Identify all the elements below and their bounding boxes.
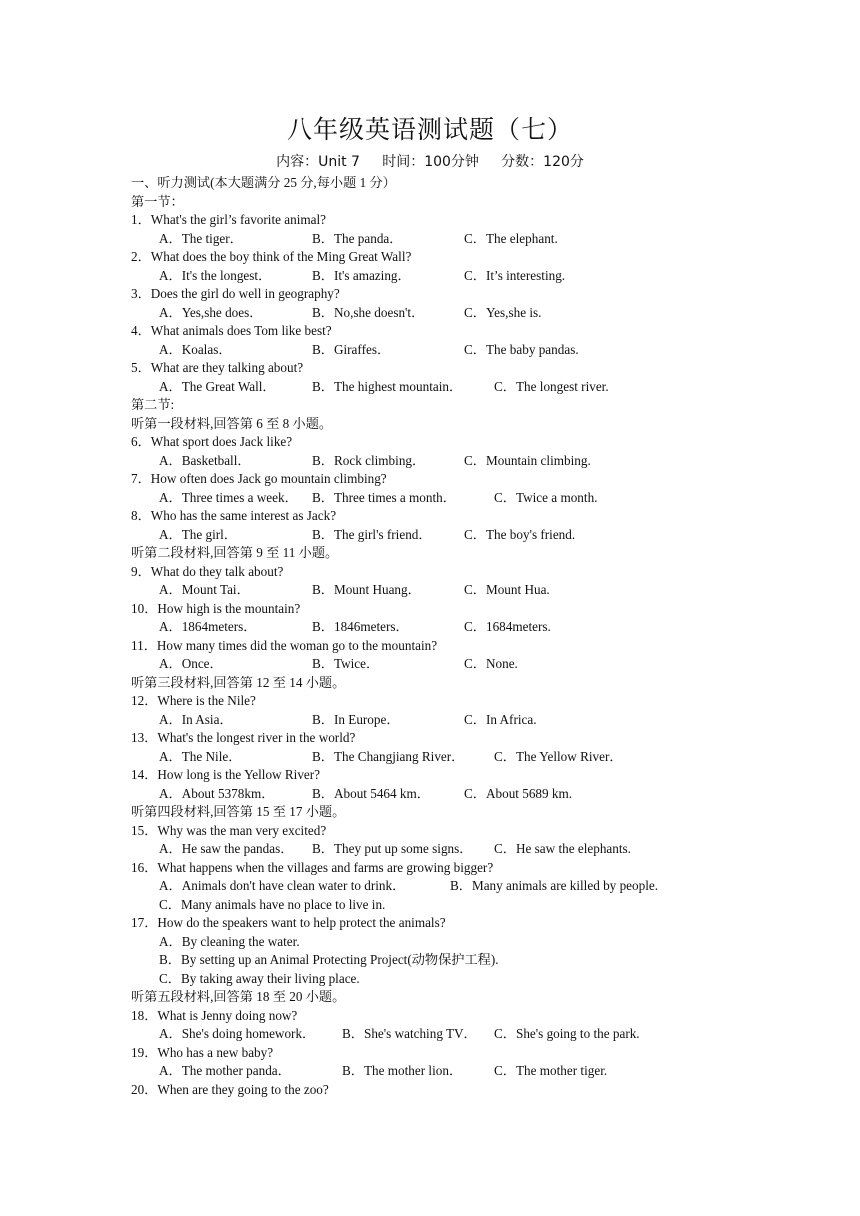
answer-options — [131, 840, 831, 859]
section-heading: 听第三段材料,回答第 12 至 14 小题。 — [131, 674, 346, 690]
question: 7．How often does Jack go mountain climbing? — [131, 471, 387, 486]
answer-options — [131, 785, 831, 804]
answer-option: A．The Nile． — [159, 748, 242, 764]
question: 18．What is Jenny doing now? — [131, 1007, 298, 1023]
answer-option: B．It's amazing． — [312, 267, 411, 283]
question: 17．How do the speakers want to help protect the animals? — [131, 915, 446, 930]
answer-option: C．About 5689 km. — [464, 785, 573, 801]
question-list — [131, 174, 831, 1099]
answer-option: A．He saw the pandas． — [159, 841, 294, 856]
question: 10．How high is the mountain? — [131, 600, 301, 616]
question: 12．Where is the Nile? — [131, 693, 256, 708]
question: 4．What animals does Tom like best? — [131, 323, 332, 338]
answer-options — [131, 748, 831, 767]
section-heading: 听第四段材料,回答第 15 至 17 小题。 — [131, 804, 346, 819]
answer-option: A．The mother panda． — [159, 1063, 291, 1078]
answer-option: C．He saw the elephants. — [494, 841, 631, 856]
answer-option: B．In Europe． — [312, 711, 400, 727]
answer-option: B．The highest mountain． — [312, 378, 463, 394]
section-heading: 一、听力测试(本大题满分 25 分,每小题 1 分） — [131, 175, 396, 190]
answer-option: C．In Africa. — [464, 711, 537, 727]
answer-option: C．The mother tiger. — [494, 1063, 608, 1078]
answer-option: C．By taking away their living place. — [159, 970, 360, 986]
answer-option: A．Mount Tai． — [159, 582, 250, 597]
question: 13．What's the longest river in the world? — [131, 730, 356, 745]
answer-options — [131, 581, 831, 600]
answer-option: C．The longest river. — [494, 378, 609, 394]
answer-option: A．Basketball． — [159, 452, 251, 468]
question: 20．When are they going to the zoo? — [131, 1081, 329, 1097]
answer-option: B．About 5464 km． — [312, 785, 430, 801]
exam-info: 内容：Unit 7 时间：100分钟 分数：120分 — [276, 154, 584, 170]
answer-options — [131, 489, 831, 508]
answer-option: B．The panda． — [312, 230, 403, 246]
answer-options — [131, 877, 831, 896]
question: 9．What do they talk about? — [131, 563, 284, 579]
answer-option: B．No,she doesn't． — [312, 304, 425, 320]
section-heading: 第二节: — [131, 397, 175, 412]
answer-option: B．1846meters． — [312, 619, 409, 634]
answer-option: C．1684meters. — [464, 619, 551, 634]
answer-option: C．It’s interesting. — [464, 267, 566, 283]
answer-options — [131, 304, 831, 323]
section-heading: 听第五段材料,回答第 18 至 20 小题。 — [131, 989, 346, 1004]
answer-options — [131, 267, 831, 286]
answer-options — [131, 896, 831, 915]
answer-option: A．She's doing homework． — [159, 1026, 316, 1041]
answer-option: A．By cleaning the water. — [159, 933, 300, 949]
question: 11．How many times did the woman go to the mountain? — [131, 637, 438, 653]
answer-option: B．They put up some signs． — [312, 841, 473, 856]
answer-options — [131, 711, 831, 730]
answer-options — [131, 618, 831, 637]
answer-options — [131, 526, 831, 545]
answer-option: C．The boy's friend. — [464, 526, 576, 542]
section-heading: 听第二段材料,回答第 9 至 11 小题。 — [131, 545, 339, 560]
answer-option: A．The Great Wall． — [159, 378, 276, 394]
answer-option: B．The girl's friend． — [312, 526, 432, 542]
question: 6．What sport does Jack like? — [131, 434, 293, 449]
answer-option: C．Many animals have no place to live in. — [159, 896, 386, 912]
answer-option: A．Once． — [159, 656, 223, 671]
answer-option: A．Three times a week． — [159, 489, 298, 505]
answer-option: A．The girl． — [159, 526, 238, 542]
answer-option: A．It's the longest． — [159, 267, 272, 283]
answer-options — [131, 951, 831, 970]
question: 3．Does the girl do well in geography? — [131, 286, 340, 301]
answer-option: C．Mount Hua. — [464, 582, 550, 597]
question: 14．How long is the Yellow River? — [131, 767, 321, 782]
question: 5．What are they talking about? — [131, 360, 304, 375]
question: 2．What does the boy think of the Ming Great Wall? — [131, 249, 412, 264]
answer-option: B．Many animals are killed by people. — [450, 878, 659, 893]
answer-option: B．The Changjiang River． — [312, 748, 465, 764]
answer-option: B．Giraffes． — [312, 341, 391, 357]
answer-option: C．The Yellow River． — [494, 748, 623, 764]
answer-option: C．Mountain climbing. — [464, 452, 591, 468]
section-heading: 听第一段材料,回答第 6 至 8 小题。 — [131, 415, 333, 431]
answer-option: A．1864meters． — [159, 619, 257, 634]
question: 16．What happens when the villages and farms are growing bigger? — [131, 859, 494, 875]
answer-options — [131, 933, 831, 952]
answer-option: A．Animals don't have clean water to drink． — [159, 878, 406, 893]
answer-option: B．Mount Huang． — [312, 582, 421, 597]
answer-option: A．In Asia． — [159, 711, 233, 727]
answer-option: A．The tiger． — [159, 230, 243, 246]
answer-option: C．None. — [464, 656, 518, 671]
answer-option: B．She's watching TV． — [342, 1026, 477, 1041]
answer-options — [131, 970, 831, 989]
question: 19．Who has a new baby? — [131, 1044, 274, 1060]
answer-option: A．Yes,she does． — [159, 304, 263, 320]
answer-options — [131, 230, 831, 249]
answer-option: B．The mother lion． — [342, 1063, 463, 1078]
answer-option: C．The baby pandas. — [464, 341, 579, 357]
page-title: 八年级英语测试题（七） — [286, 115, 573, 144]
answer-option: B．Twice． — [312, 656, 380, 671]
question: 1．What's the girl’s favorite animal? — [131, 212, 326, 227]
answer-options — [131, 655, 831, 674]
question: 8．Who has the same interest as Jack? — [131, 508, 337, 523]
answer-option: B．Rock climbing． — [312, 452, 426, 468]
answer-option: A．Koalas． — [159, 341, 232, 357]
answer-option: C．She's going to the park. — [494, 1026, 640, 1041]
answer-option: C．Twice a month. — [494, 489, 598, 505]
answer-option: A．About 5378km． — [159, 785, 275, 801]
answer-option: B．Three times a month． — [312, 489, 456, 505]
answer-option: B．By setting up an Animal Protecting Project(动物保护工程). — [159, 952, 499, 967]
answer-option: C．Yes,she is. — [464, 304, 542, 320]
answer-options — [131, 1025, 831, 1044]
answer-options — [131, 1062, 831, 1081]
answer-options — [131, 378, 831, 397]
section-heading: 第一节： — [131, 193, 184, 209]
answer-options — [131, 341, 831, 360]
question: 15．Why was the man very excited? — [131, 822, 327, 838]
answer-option: C．The elephant. — [464, 230, 558, 246]
answer-options — [131, 452, 831, 471]
